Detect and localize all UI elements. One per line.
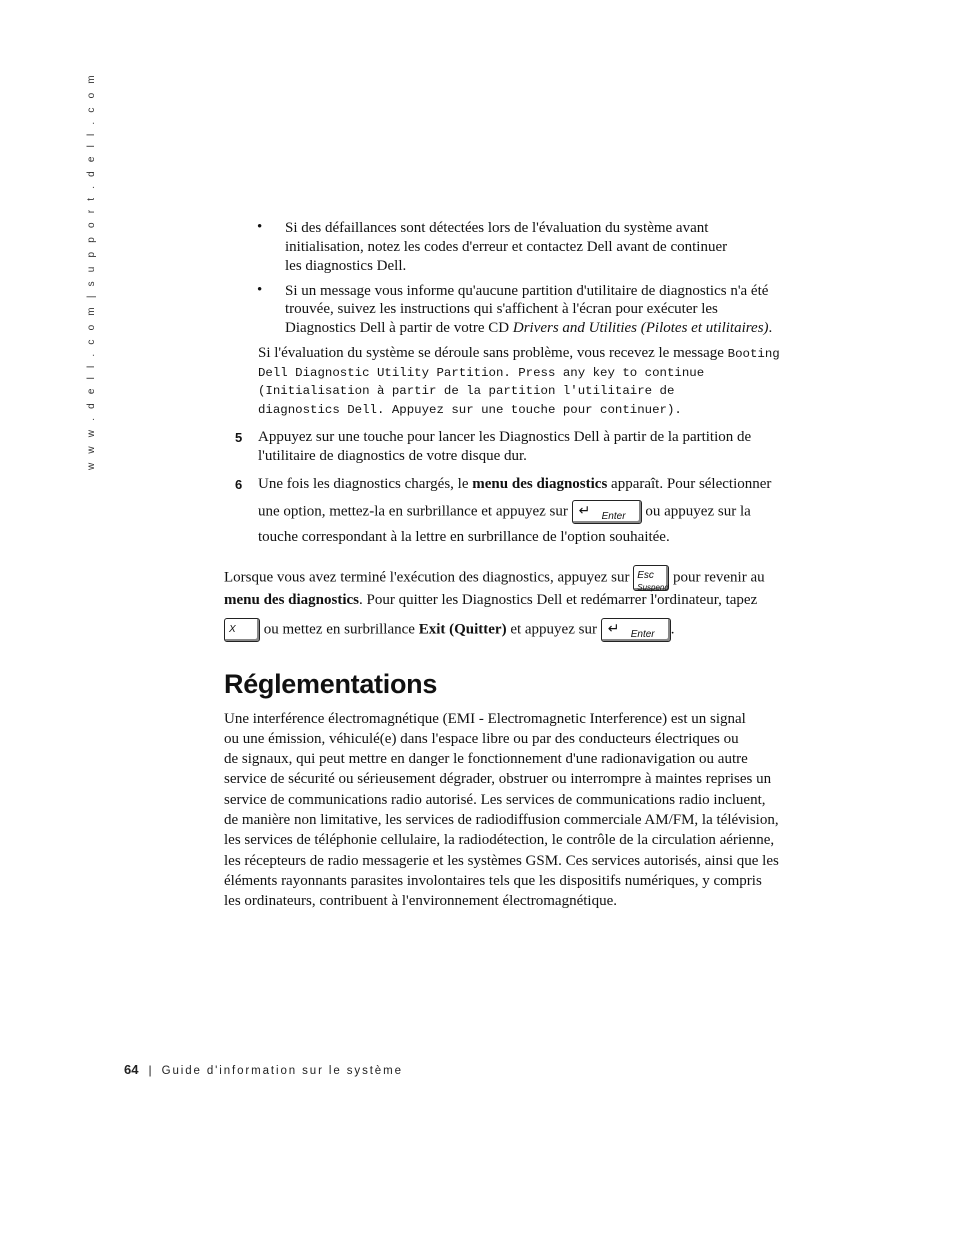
regulation-line: de manière non limitative, les services de radiodiffusion commerciale AM/FM, la télévision, <box>224 812 779 828</box>
regulation-line: éléments rayonnants parasites involontaires tels que les dispositifs numériques, y compris <box>224 873 762 889</box>
step-5-line-2: l'utilitaire de diagnostics de votre disque dur. <box>258 448 527 464</box>
regulation-line: service de sécurité ou sérieusement dégrader, obstruer ou interrompre à maintes reprises un <box>224 771 772 787</box>
code-message-line: (Initialisation à partir de la partition l'utilitaire de <box>258 384 675 398</box>
enter-key-icon: ↵ Enter <box>572 500 642 524</box>
eval-paragraph-line-1: Si l'évaluation du système se déroule sans problème, vous recevez le message Booting <box>258 345 780 361</box>
code-message: Booting <box>727 347 780 361</box>
bullet-item-2-line-2: trouvée, suivez les instructions qui s'affichent à l'écran pour exécuter les <box>285 301 718 317</box>
sidebar-url <box>86 72 100 470</box>
after-para-line-1: Lorsque vous avez terminé l'exécution des diagnostics, appuyez sur Esc Suspend pour revenir au <box>224 565 765 591</box>
x-key-icon: X <box>224 618 260 642</box>
regulation-line: de signaux, qui peut mettre en danger le fonctionnement d'une radionavigation ou autre <box>224 751 748 767</box>
regulation-line: les récepteurs de radio messagerie et les systèmes GSM. Ces services autorisés, ainsi que les <box>224 853 779 869</box>
step-5-line-1: Appuyez sur une touche pour lancer les Diagnostics Dell à partir de la partition de <box>258 429 752 445</box>
diagnostics-menu-term: menu des diagnostics <box>472 476 608 492</box>
cd-title: Drivers and Utilities (Pilotes et utilitaires) <box>512 320 769 336</box>
bullet-item-2-line-3: Diagnostics Dell à partir de votre CD Drivers and Utilities (Pilotes et utilitaires). <box>285 320 773 336</box>
regulation-line: service de communications radio autorisé. Les services de communications radio incluent, <box>224 792 766 808</box>
footer-title: Guide d'information sur le système <box>161 1065 403 1077</box>
bullet-item-2-line-1: Si un message vous informe qu'aucune partition d'utilitaire de diagnostics n'a été <box>285 283 769 299</box>
footer-separator: | <box>148 1063 152 1077</box>
section-heading: Réglementations <box>224 669 438 699</box>
after-para-line-3: X ou mettez en surbrillance Exit (Quitter) et appuyez sur ↵ Enter . <box>224 618 674 642</box>
page-number: 64 <box>124 1062 139 1077</box>
after-para-line-2: menu des diagnostics. Pour quitter les Diagnostics Dell et redémarrer l'ordinateur, tapez <box>224 592 758 608</box>
bullet-item-1-line-3: les diagnostics Dell. <box>285 258 407 274</box>
regulation-line: ou une émission, véhiculé(e) dans l'espace libre ou par des conducteurs électriques ou <box>224 731 739 747</box>
code-message-line: diagnostics Dell. Appuyez sur une touche pour continuer). <box>258 403 682 417</box>
step-6-line-3: touche correspondant à la lettre en surbrillance de l'option souhaitée. <box>258 529 670 545</box>
esc-key-icon: Esc Suspend <box>633 565 669 591</box>
bullet-marker: • <box>257 219 263 235</box>
diagnostics-menu-term: menu des diagnostics <box>224 592 360 608</box>
regulation-line: les ordinateurs, contribuent à l'environnement électromagnétique. <box>224 893 617 909</box>
code-message-line: Dell Diagnostic Utility Partition. Press any key to continue <box>258 366 705 380</box>
bullet-item-1-line-1: Si des défaillances sont détectées lors de l'évaluation du système avant <box>285 220 709 236</box>
exit-option-term: Exit (Quitter) <box>418 621 507 638</box>
bullet-marker: • <box>257 282 263 298</box>
page-footer <box>124 1062 403 1077</box>
regulation-line: les services de téléphonie cellulaire, la radiodétection, le contrôle de la circulation aérienne, <box>224 832 775 848</box>
bullet-item-1-line-2: initialisation, notez les codes d'erreur et contactez Dell avant de continuer <box>285 239 728 255</box>
sidebar-url-text: w w w . d e l l . c o m | s u p p o r t . d e l l . c o m <box>86 72 97 470</box>
step-number-5: 5 <box>235 430 243 445</box>
regulation-line: Une interférence électromagnétique (EMI - Electromagnetic Interference) est un signal <box>224 711 746 727</box>
enter-key-icon: ↵ Enter <box>601 618 671 642</box>
step-6-line-2: une option, mettez-la en surbrillance et appuyez sur ↵ Enter ou appuyez sur la <box>258 500 751 524</box>
step-6-line-1: Une fois les diagnostics chargés, le menu des diagnostics apparaît. Pour sélectionner <box>258 476 772 492</box>
step-number-6: 6 <box>235 477 243 492</box>
